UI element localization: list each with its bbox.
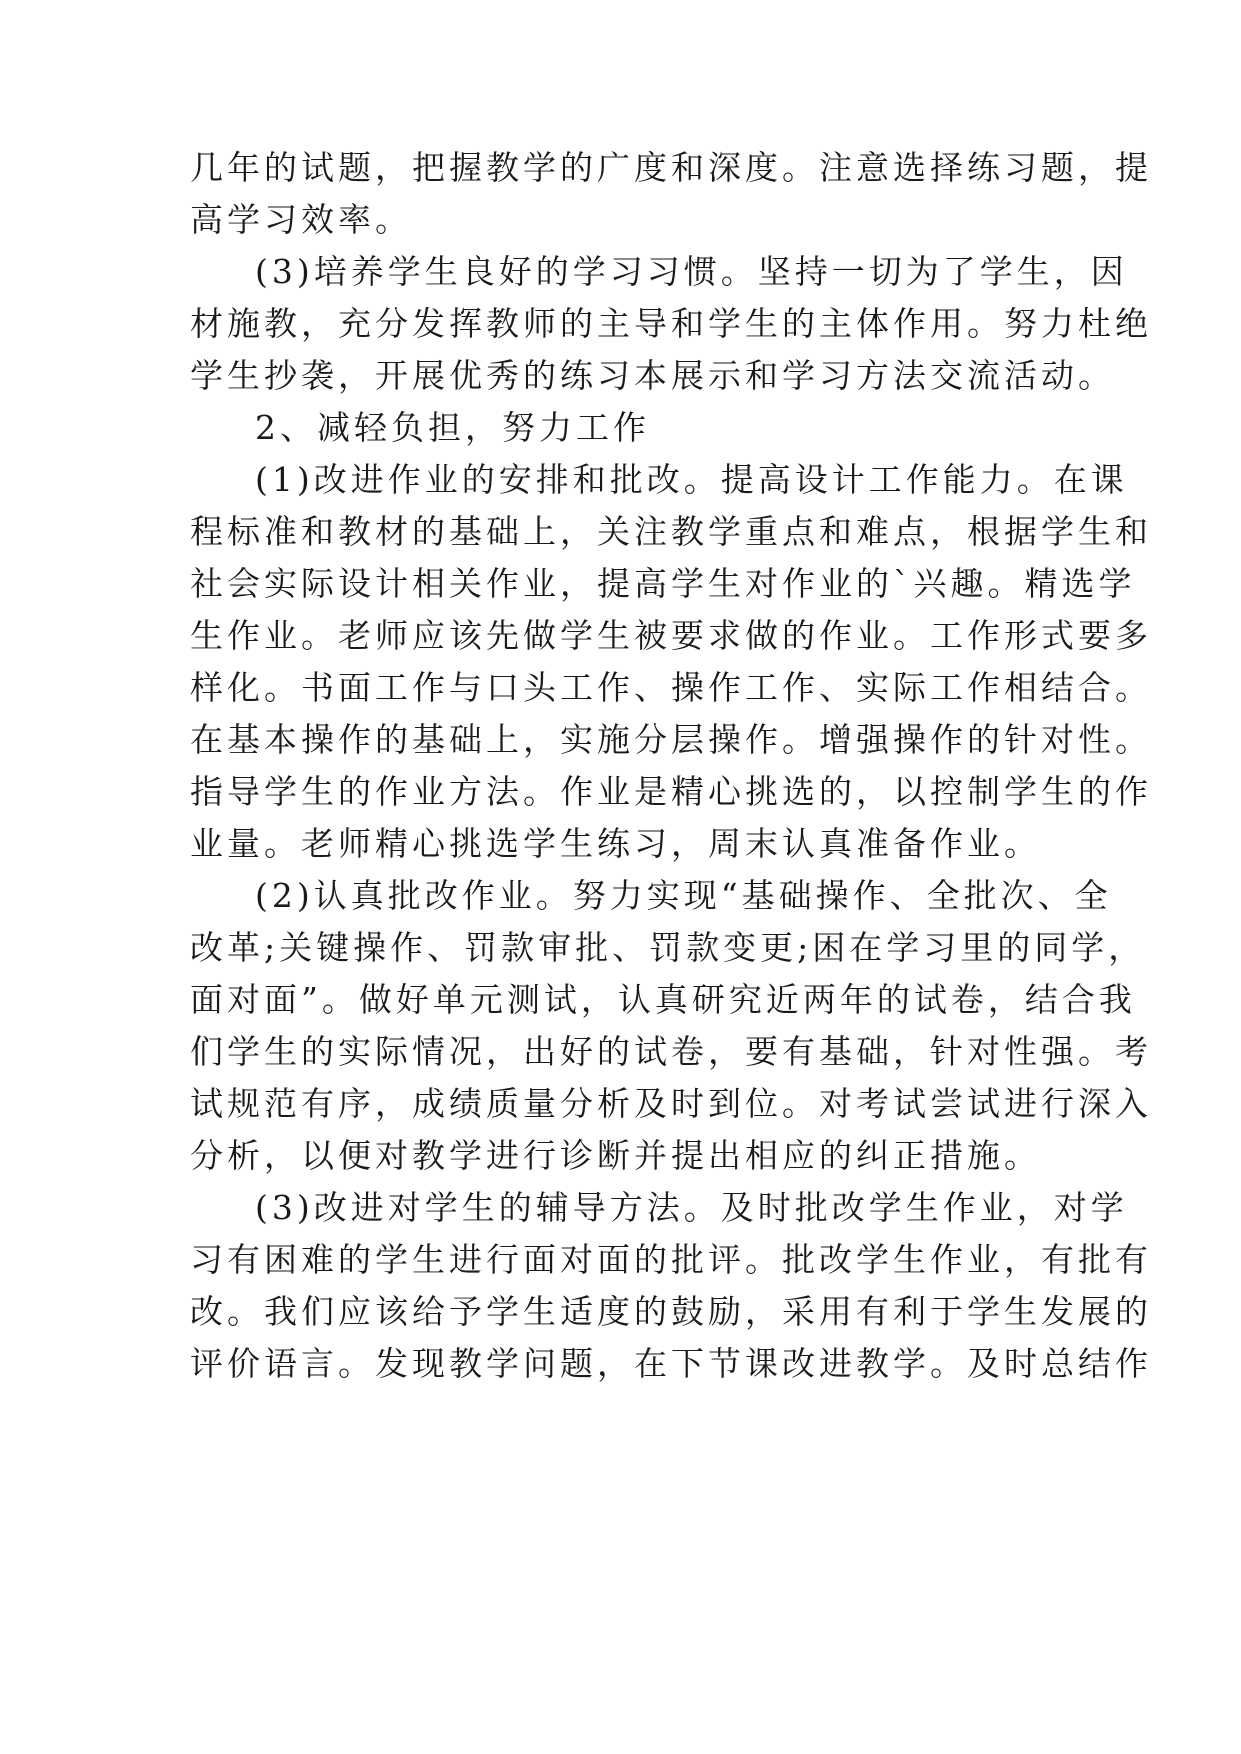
text-line: 习有困难的学生进行面对面的批评。批改学生作业，有批有 bbox=[190, 1240, 1152, 1279]
text-line: (3)改进对学生的辅导方法。及时批改学生作业，对学 bbox=[255, 1188, 1128, 1227]
text-line: 业量。老师精心挑选学生练习，周末认真准备作业。 bbox=[190, 824, 1041, 863]
text-line: 们学生的实际情况，出好的试卷，要有基础，针对性强。考 bbox=[190, 1032, 1152, 1071]
text-line: (1)改进作业的安排和批改。提高设计工作能力。在课 bbox=[255, 460, 1128, 499]
text-line: 材施教，充分发挥教师的主导和学生的主体作用。努力杜绝 bbox=[190, 304, 1152, 343]
text-line: 社会实际设计相关作业，提高学生对作业的`兴趣。精选学 bbox=[190, 564, 1136, 603]
section-heading: 2、减轻负担，努力工作 bbox=[255, 408, 650, 447]
text-line: 学生抄袭，开展优秀的练习本展示和学习方法交流活动。 bbox=[190, 356, 1115, 395]
text-line: 样化。书面工作与口头工作、操作工作、实际工作相结合。 bbox=[190, 668, 1152, 707]
text-line: 改。我们应该给予学生适度的鼓励，采用有利于学生发展的 bbox=[190, 1292, 1152, 1331]
text-line: 评价语言。发现教学问题，在下节课改进教学。及时总结作 bbox=[190, 1344, 1152, 1383]
text-line: 生作业。老师应该先做学生被要求做的作业。工作形式要多 bbox=[190, 616, 1152, 655]
text-line: 试规范有序，成绩质量分析及时到位。对考试尝试进行深入 bbox=[190, 1084, 1152, 1123]
text-line: (2)认真批改作业。努力实现“基础操作、全批次、全 bbox=[255, 876, 1112, 915]
text-line: 分析，以便对教学进行诊断并提出相应的纠正措施。 bbox=[190, 1136, 1041, 1175]
text-line: 在基本操作的基础上，实施分层操作。增强操作的针对性。 bbox=[190, 720, 1152, 759]
text-line: 程标准和教材的基础上，关注教学重点和难点，根据学生和 bbox=[190, 512, 1152, 551]
text-line: 改革;关键操作、罚款审批、罚款变更;困在学习里的同学， bbox=[190, 928, 1146, 967]
text-line: 几年的试题，把握教学的广度和深度。注意选择练习题，提 bbox=[190, 148, 1152, 187]
text-line: 高学习效率。 bbox=[190, 200, 412, 239]
text-line: 指导学生的作业方法。作业是精心挑选的，以控制学生的作 bbox=[190, 772, 1152, 811]
text-line: 面对面”。做好单元测试，认真研究近两年的试卷，结合我 bbox=[190, 980, 1136, 1019]
text-line: (3)培养学生良好的学习习惯。坚持一切为了学生，因 bbox=[255, 252, 1128, 291]
